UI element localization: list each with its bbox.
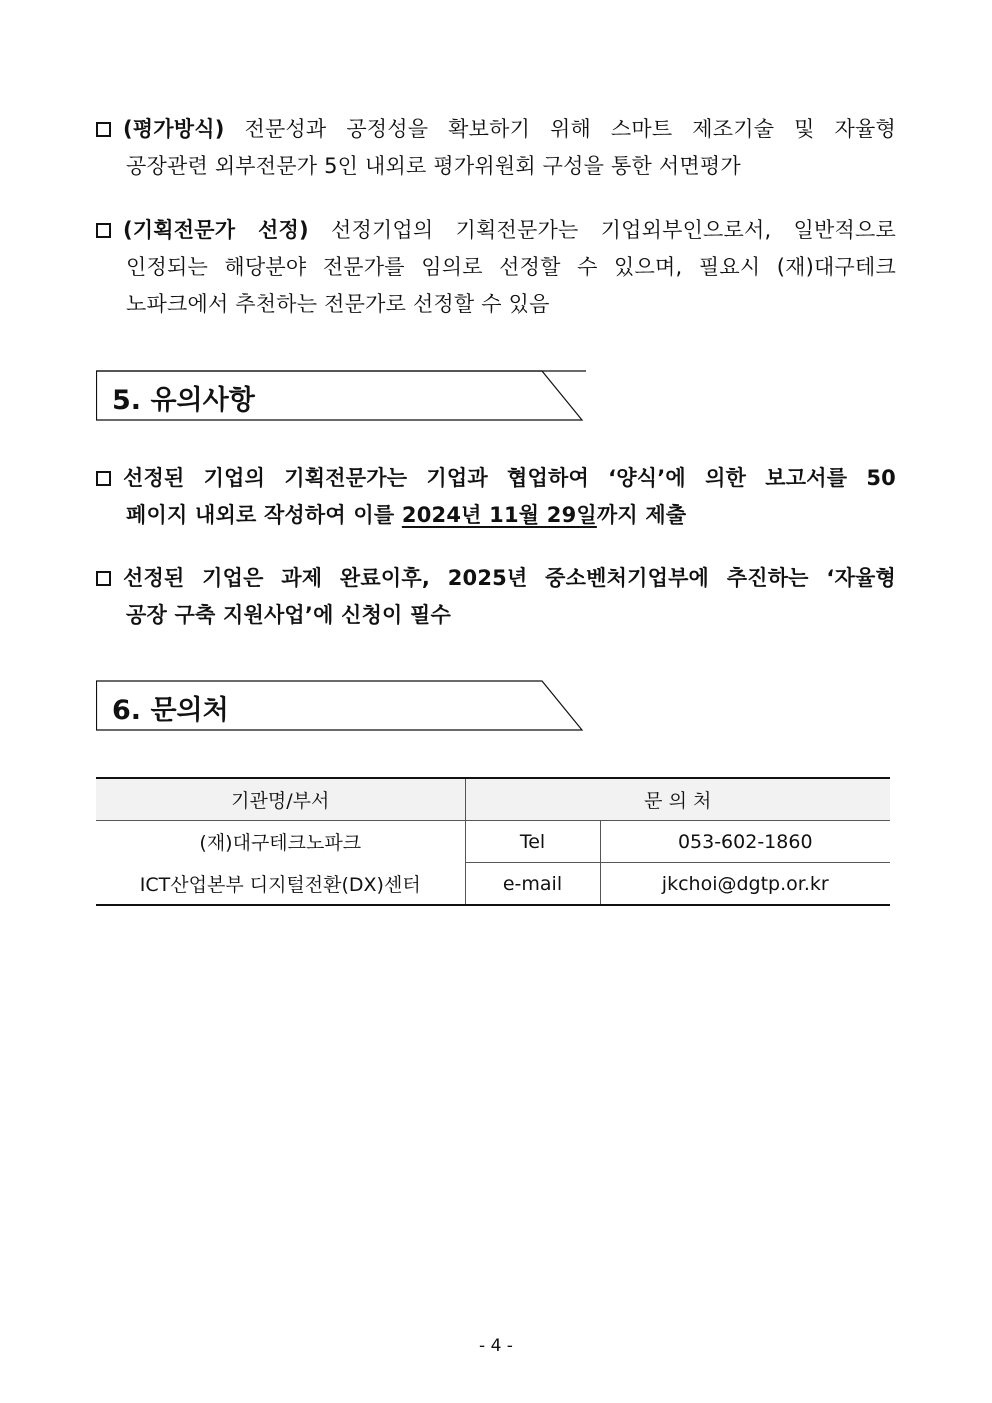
section-heading-notes [96, 370, 586, 422]
bullet-line: 노파크에서 추천하는 전문가로 선정할 수 있음 [126, 292, 550, 316]
bullet-text: 까지 제출 [596, 503, 687, 527]
header-contact: 문 의 처 [465, 778, 890, 821]
checkbox-square-icon [96, 122, 111, 137]
bullet-line [96, 212, 896, 249]
email-label: e-mail [465, 863, 600, 906]
section-title: 6. 문의처 [112, 695, 229, 726]
contact-table [96, 777, 890, 906]
org-name: (재)대구테크노파크 [199, 832, 362, 855]
bullet-line: 공장관련 외부전문가 5인 내외로 평가위원회 구성을 통한 서면평가 [126, 154, 741, 178]
bullet-text: 페이지 내외로 작성하여 이를 [126, 503, 402, 527]
bullet-line [96, 460, 896, 497]
deadline-date: 2024년 11월 29일 [401, 503, 597, 527]
bullet-line: 공장 구축 지원사업’에 신청이 필수 [126, 603, 452, 627]
section-heading-contact [96, 680, 586, 732]
bullet-report-submission [96, 460, 896, 534]
bullet-line [96, 560, 896, 597]
section-title: 5. 유의사항 [112, 385, 255, 416]
bullet-line [96, 111, 896, 148]
table-row [96, 821, 890, 863]
bullet-label: (평가방식) [123, 117, 225, 141]
bullet-text: 전문성과 공정성을 확보하기 위해 스마트 제조기술 및 자율형 [224, 117, 896, 141]
header-org: 기관명/부서 [96, 778, 465, 821]
bullet-required-application [96, 560, 896, 634]
bullet-text: 선정된 기업은 과제 완료이후, 2025년 중소벤처기업부에 추진하는 ‘자율형 [123, 566, 896, 590]
bullet-line [96, 497, 896, 534]
bullet-text: 선정기업의 기획전문가는 기업외부인으로서, 일반적으로 [308, 218, 896, 242]
bullet-label: (기획전문가 선정) [123, 218, 309, 242]
page-number: - 4 - [479, 1336, 513, 1356]
org-department: ICT산업본부 디지털전환(DX)센터 [139, 873, 421, 896]
checkbox-square-icon [96, 571, 111, 586]
checkbox-square-icon [96, 223, 111, 238]
checkbox-square-icon [96, 471, 111, 486]
bullet-evaluation-method [96, 111, 896, 185]
table-header-row [96, 778, 890, 821]
tel-label: Tel [465, 821, 600, 863]
table-row [96, 863, 890, 906]
bullet-line: 인정되는 해당분야 전문가를 임의로 선정할 수 있으며, 필요시 (재)대구테크 [126, 255, 896, 279]
email-value[interactable]: jkchoi@dgtp.or.kr [600, 863, 890, 906]
bullet-planner-selection [96, 212, 896, 323]
bullet-text: 선정된 기업의 기획전문가는 기업과 협업하여 ‘양식’에 의한 보고서를 50 [123, 466, 896, 490]
tel-value: 053-602-1860 [600, 821, 890, 863]
